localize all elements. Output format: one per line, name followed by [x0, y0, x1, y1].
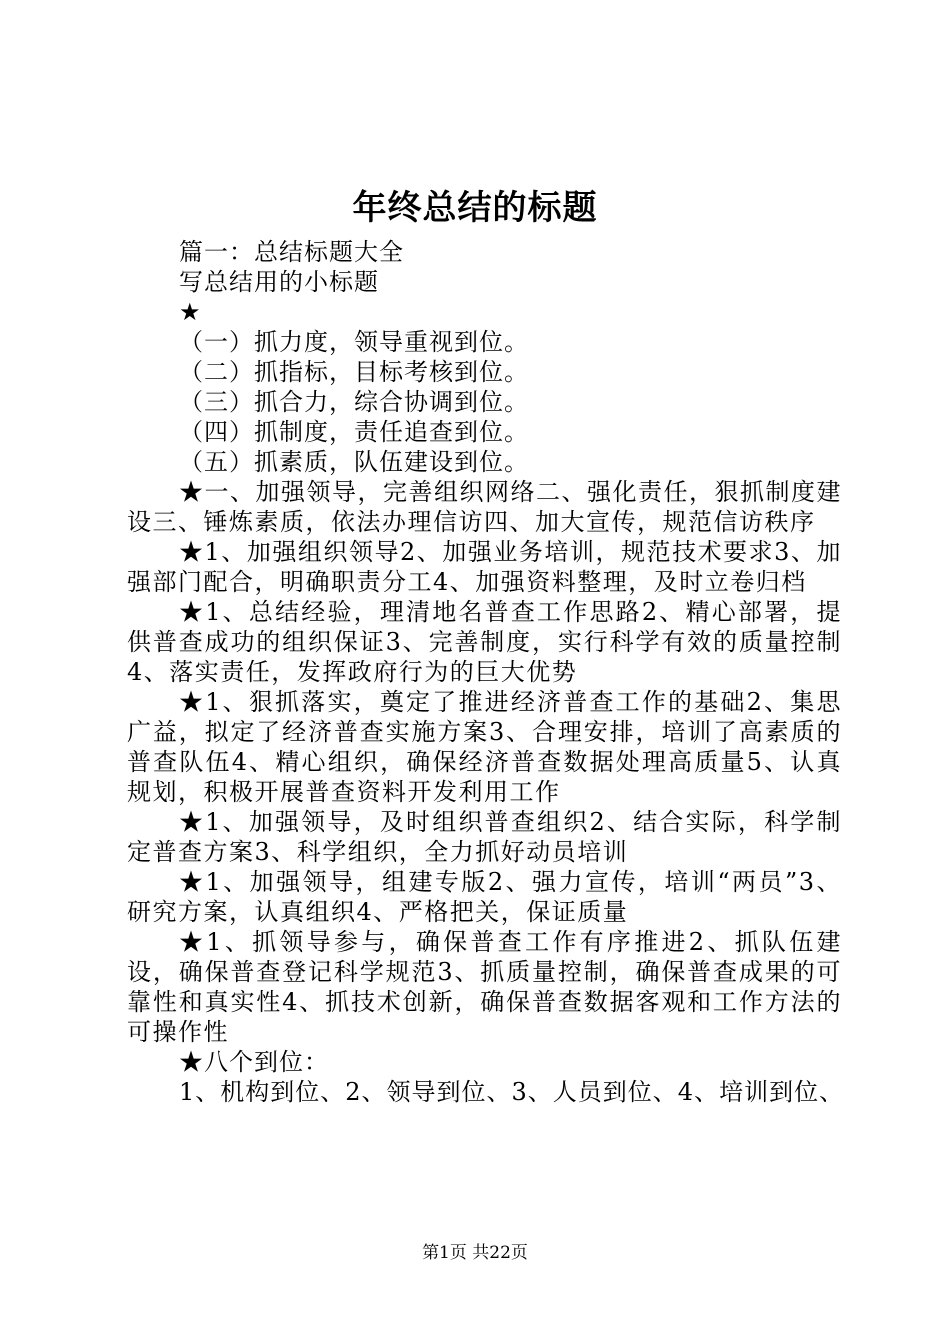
paragraph: （三）抓合力，综合协调到位。	[179, 388, 529, 416]
paragraph: ★	[179, 298, 202, 326]
paragraph: ★1、抓领导参与，确保普查工作有序推进2、抓队伍建设，确保普查登记科学规范3、抓质量控制，确保普查成果的可靠性和真实性4、抓技术创新，确保普查数据客观和工作方法的可操作性	[127, 928, 842, 1046]
paragraph: （四）抓制度，责任追查到位。	[179, 418, 529, 446]
paragraph: ★一、加强领导，完善组织网络二、强化责任，狠抓制度建设三、锤炼素质，依法办理信访四、加大宣传，规范信访秩序	[127, 478, 842, 536]
paragraph: （五）抓素质，队伍建设到位。	[179, 448, 529, 476]
paragraph: ★1、总结经验，理清地名普查工作思路2、精心部署，提供普查成功的组织保证3、完善制度，实行科学有效的质量控制4、落实责任，发挥政府行为的巨大优势	[127, 598, 842, 686]
paragraph: ★1、狠抓落实，奠定了推进经济普查工作的基础2、集思广益，拟定了经济普查实施方案3、合理安排，培训了高素质的普查队伍4、精心组织，确保经济普查数据处理高质量5、认真规划，积极开展普查资料开发利用工作	[127, 688, 842, 806]
paragraph: 篇一：总结标题大全	[179, 238, 404, 266]
document-body	[127, 237, 845, 1107]
page-number-footer: 第1页 共22页	[422, 1243, 528, 1263]
paragraph: ★八个到位：	[179, 1048, 329, 1076]
paragraph: ★1、加强领导，组建专版2、强力宣传，培训“两员”3、研究方案，认真组织4、严格把关，保证质量	[127, 868, 842, 926]
document-title: 年终总结的标题	[352, 188, 598, 228]
paragraph: ★1、加强组织领导2、加强业务培训，规范技术要求3、加强部门配合，明确职责分工4、加强资料整理，及时立卷归档	[127, 538, 842, 596]
paragraph: （二）抓指标，目标考核到位。	[179, 358, 529, 386]
paragraph: ★1、加强领导，及时组织普查组织2、结合实际，科学制定普查方案3、科学组织，全力抓好动员培训	[127, 808, 842, 866]
paragraph: 写总结用的小标题	[179, 268, 379, 296]
paragraph: （一）抓力度，领导重视到位。	[179, 328, 529, 356]
paragraph: 1、机构到位、2、领导到位、3、人员到位、4、培训到位、	[179, 1078, 845, 1106]
